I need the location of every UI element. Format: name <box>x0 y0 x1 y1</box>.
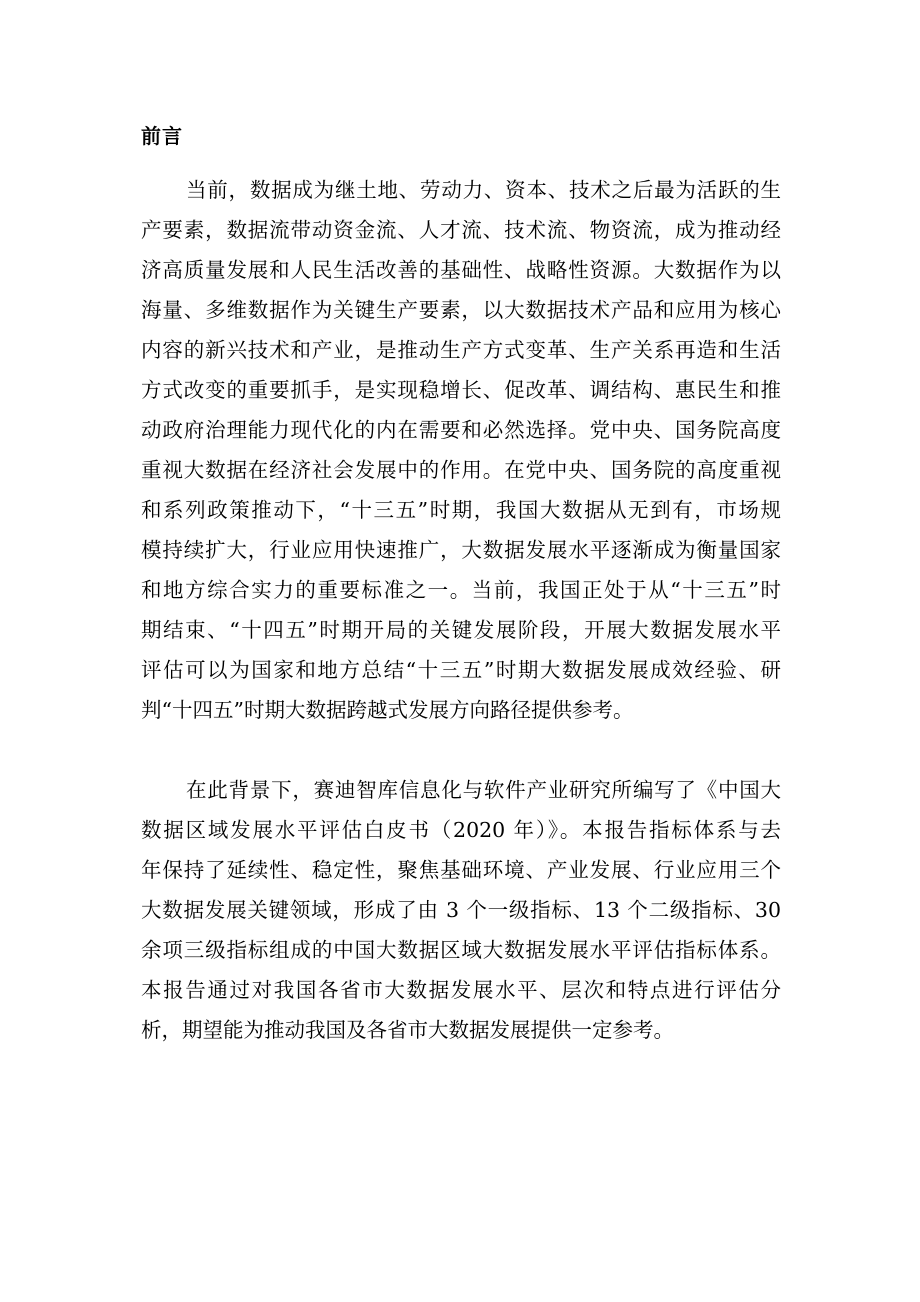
paragraph-line: 余项三级指标组成的中国大数据区域大数据发展水平评估指标体系。 <box>141 938 781 962</box>
paragraph-line: 海量、多维数据作为关键生产要素，以大数据技术产品和应用为核心 <box>141 298 781 322</box>
paragraph-line: 产要素，数据流带动资金流、人才流、技术流、物资流，成为推动经 <box>141 218 781 242</box>
paragraph-2 <box>141 770 781 1050</box>
paragraph-line: 动政府治理能力现代化的内在需要和必然选择。党中央、国务院高度 <box>141 418 781 442</box>
paragraph-line: 方式改变的重要抓手，是实现稳增长、促改革、调结构、惠民生和推 <box>141 378 781 402</box>
paragraph-line: 和系列政策推动下，“十三五”时期，我国大数据从无到有，市场规 <box>141 498 781 522</box>
paragraph-line: 数据区域发展水平评估白皮书（2020 年）》。本报告指标体系与去 <box>141 818 781 842</box>
paragraph-line: 判“十四五”时期大数据跨越式发展方向路径提供参考。 <box>141 698 634 722</box>
paragraph-line: 评估可以为国家和地方总结“十三五”时期大数据发展成效经验、研 <box>141 658 781 682</box>
paragraph-line: 济高质量发展和人民生活改善的基础性、战略性资源。大数据作为以 <box>141 258 781 282</box>
paragraph-line: 析，期望能为推动我国及各省市大数据发展提供一定参考。 <box>141 1018 674 1042</box>
paragraph-line: 大数据发展关键领域，形成了由 3 个一级指标、13 个二级指标、30 <box>141 898 781 922</box>
paragraph-line: 本报告通过对我国各省市大数据发展水平、层次和特点进行评估分 <box>141 978 781 1002</box>
paragraph-line: 期结束、“十四五”时期开局的关键发展阶段，开展大数据发展水平 <box>141 618 781 642</box>
paragraph-line: 模持续扩大，行业应用快速推广，大数据发展水平逐渐成为衡量国家 <box>141 538 781 562</box>
paragraph-line: 年保持了延续性、稳定性，聚焦基础环境、产业发展、行业应用三个 <box>141 858 781 882</box>
paragraph-line: 当前，数据成为继土地、劳动力、资本、技术之后最为活跃的生 <box>186 178 781 202</box>
paragraph-line: 内容的新兴技术和产业，是推动生产方式变革、生产关系再造和生活 <box>141 338 781 362</box>
paragraph-line: 和地方综合实力的重要标准之一。当前，我国正处于从“十三五”时 <box>141 578 781 602</box>
paragraph-line: 重视大数据在经济社会发展中的作用。在党中央、国务院的高度重视 <box>141 458 781 482</box>
section-heading: 前言 <box>141 124 183 148</box>
paragraph-line: 在此背景下，赛迪智库信息化与软件产业研究所编写了《中国大 <box>186 778 781 802</box>
paragraph-1 <box>141 170 781 730</box>
